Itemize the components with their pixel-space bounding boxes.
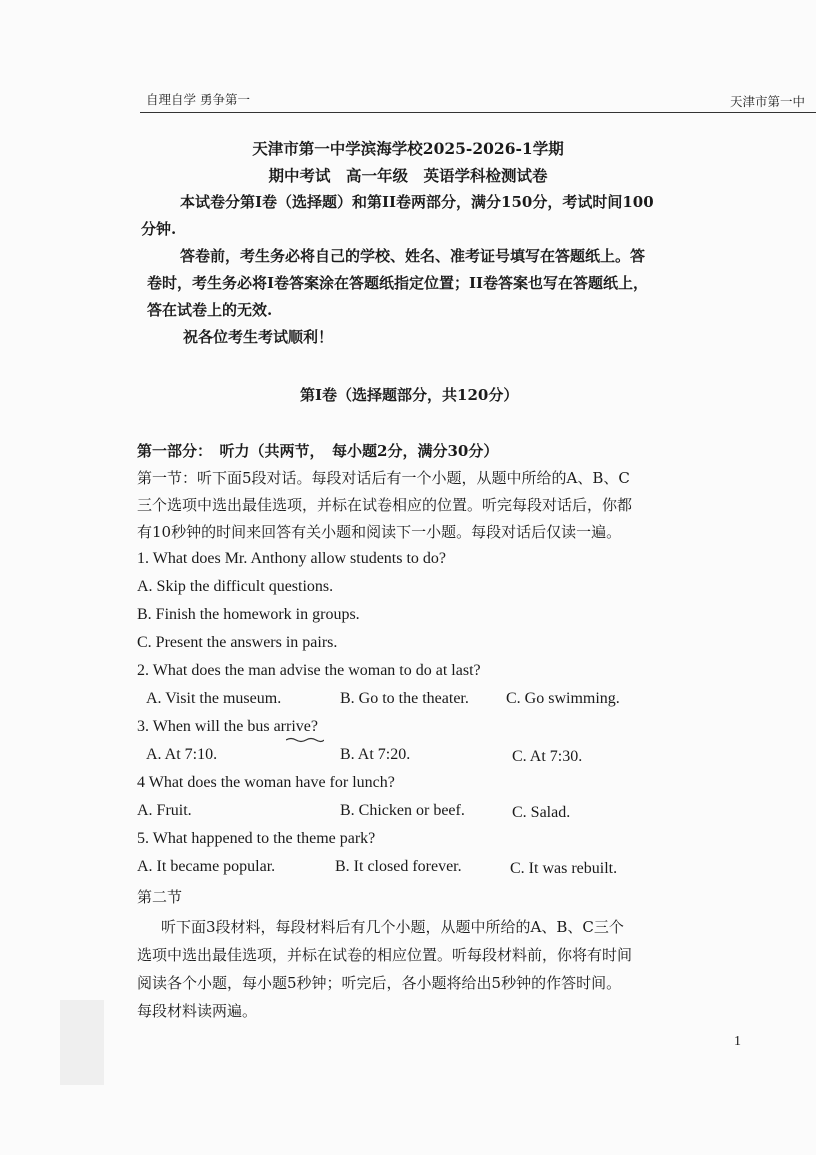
exam-title-line2: 期中考试 高一年级 英语学科检测试卷 xyxy=(268,166,548,185)
header-school: 天津市第一中 xyxy=(730,94,806,109)
question-2-option-a: A. Visit the museum. xyxy=(146,690,282,707)
section2-heading: 第二节 xyxy=(137,888,183,906)
intro-line: 卷时，考生务必将I卷答案涂在答题纸指定位置；II卷答案也写在答题纸上， xyxy=(147,274,649,292)
page-number: 1 xyxy=(734,1034,741,1049)
section2-instruction: 听下面3段材料，每段材料后有几个小题，从题中所给的A、B、C三个 xyxy=(161,918,624,936)
question-2-option-b: B. Go to the theater. xyxy=(340,690,469,707)
question-1-option-c: C. Present the answers in pairs. xyxy=(137,634,338,651)
question-4-option-c: C. Salad. xyxy=(512,804,571,821)
intro-line: 答卷前，考生务必将自己的学校、姓名、准考证号填写在答题纸上。答 xyxy=(180,247,646,265)
question-1-stem: 1. What does Mr. Anthony allow students to do? xyxy=(137,550,447,567)
section2-instruction: 阅读各个小题，每小题5秒钟；听完后，各小题将给出5秒钟的作答时间。 xyxy=(137,974,622,992)
volume-heading: 第I卷（选择题部分，共120分） xyxy=(300,386,519,404)
part1-heading: 第一部分： 听力（共两节， 每小题2分，满分30分） xyxy=(137,442,499,460)
question-3-option-b: B. At 7:20. xyxy=(340,746,411,763)
section1-instruction: 三个选项中选出最佳选项，并标在试卷相应的位置。听完每段对话后，你都 xyxy=(137,496,633,514)
question-2-option-c: C. Go swimming. xyxy=(506,690,620,707)
exam-title-line1: 天津市第一中学滨海学校2025-2026-1学期 xyxy=(252,139,564,158)
question-5-option-a: A. It became popular. xyxy=(137,858,276,875)
good-luck-line: 祝各位考生考试顺利！ xyxy=(183,328,334,346)
question-1-option-b: B. Finish the homework in groups. xyxy=(137,606,360,623)
question-1-option-a: A. Skip the difficult questions. xyxy=(137,578,334,595)
question-4-stem: 4 What does the woman have for lunch? xyxy=(137,774,395,791)
intro-line: 本试卷分第I卷（选择题）和第II卷两部分，满分150分，考试时间100 xyxy=(180,193,654,211)
section1-instruction: 第一节：听下面5段对话。每段对话后有一个小题，从题中所给的A、B、C xyxy=(137,469,630,487)
header-motto: 自理自学 勇争第一 xyxy=(146,92,250,107)
question-5-option-b: B. It closed forever. xyxy=(335,858,462,875)
question-5-stem: 5. What happened to the theme park? xyxy=(137,830,376,847)
question-2-stem: 2. What does the man advise the woman to do at last? xyxy=(137,662,481,679)
question-5-option-c: C. It was rebuilt. xyxy=(510,860,618,877)
section1-instruction: 有10秒钟的时间来回答有关小题和阅读下一小题。每段对话后仅读一遍。 xyxy=(137,523,622,541)
question-4-option-b: B. Chicken or beef. xyxy=(340,802,465,819)
question-3-option-c: C. At 7:30. xyxy=(512,748,583,765)
header-rule xyxy=(140,112,816,113)
handwritten-underline xyxy=(286,737,324,743)
section2-instruction: 选项中选出最佳选项，并标在试卷的相应位置。听每段材料前，你将有时间 xyxy=(137,946,633,964)
section2-instruction: 每段材料读两遍。 xyxy=(137,1002,258,1020)
question-4-option-a: A. Fruit. xyxy=(137,802,192,819)
intro-line: 答在试卷上的无效. xyxy=(147,301,273,319)
question-3-option-a: A. At 7:10. xyxy=(146,746,218,763)
scan-shadow xyxy=(60,1000,104,1085)
intro-line: 分钟. xyxy=(141,220,177,238)
question-3-stem: 3. When will the bus arrive? xyxy=(137,718,318,735)
